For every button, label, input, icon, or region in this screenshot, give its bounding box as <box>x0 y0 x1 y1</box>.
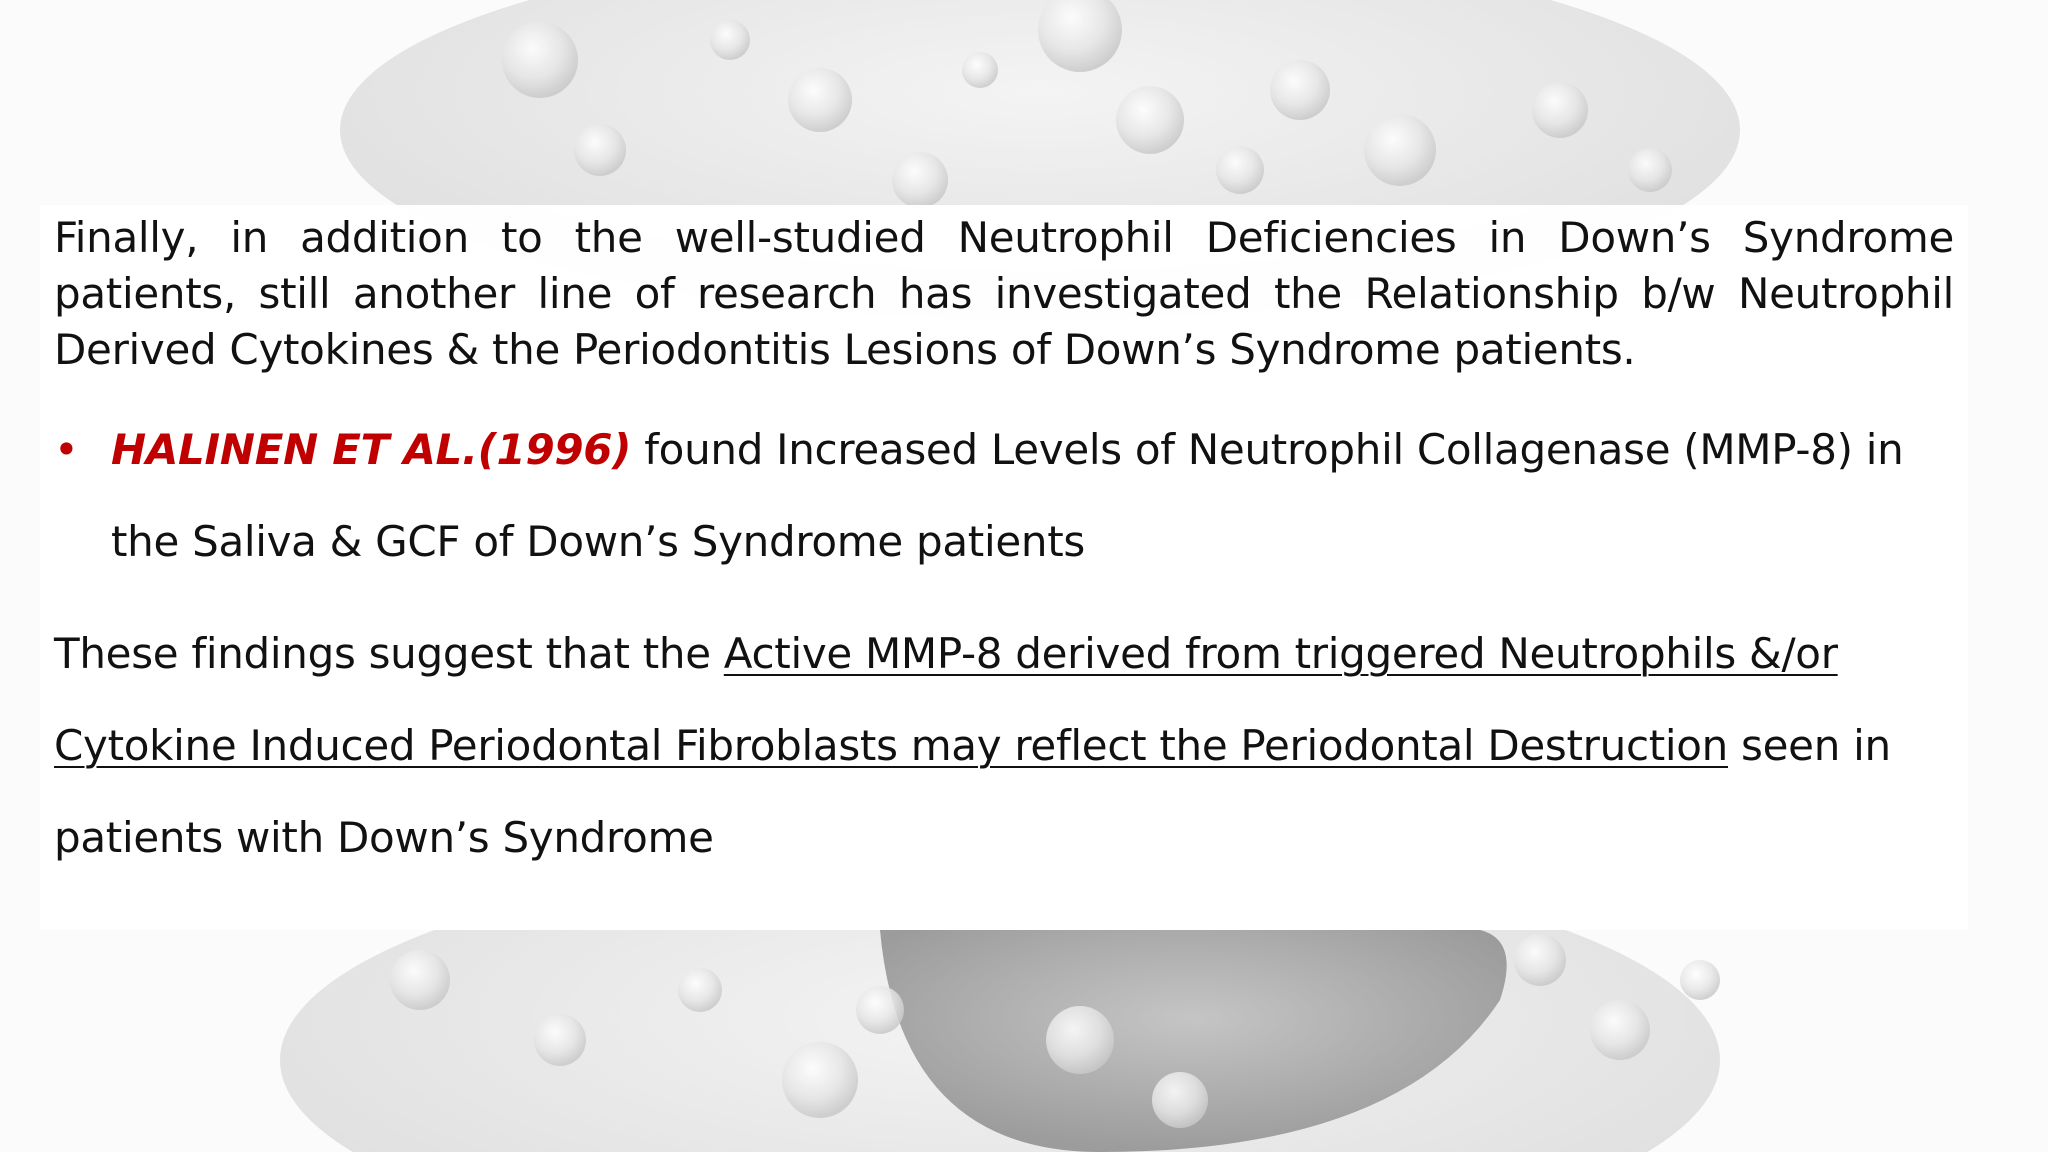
conclusion-paragraph <box>54 608 1954 884</box>
conclusion-lead: These findings suggest that the <box>54 629 724 678</box>
conclusion-tail: seen in patients with Down’s Syndrome <box>54 721 1891 862</box>
bullet-text: found Increased Levels of Neutrophil Collagenase (MMP-8) in the Saliva & GCF of Down’s Syndrome patients <box>111 425 1904 566</box>
conclusion-underlined: Active MMP-8 derived from triggered Neutrophils &/or Cytokine Induced Periodontal Fibroblasts may reflect the Periodontal Destruction <box>54 629 1838 770</box>
bullet-dot-icon: • <box>54 425 79 474</box>
intro-paragraph: Finally, in addition to the well-studied Neutrophil Deficiencies in Down’s Syndrome patients, still another line of research has investigated the Relationship b/w Neutrophil Derived Cytokines & the Periodontitis Lesions of Down’s Syndrome patients. <box>54 213 1954 374</box>
slide-content <box>54 210 1954 884</box>
citation-halinen: HALINEN ET AL.(1996) <box>111 425 632 474</box>
findings-bullet-list <box>54 404 1954 588</box>
bullet-item-halinen <box>54 404 1954 588</box>
